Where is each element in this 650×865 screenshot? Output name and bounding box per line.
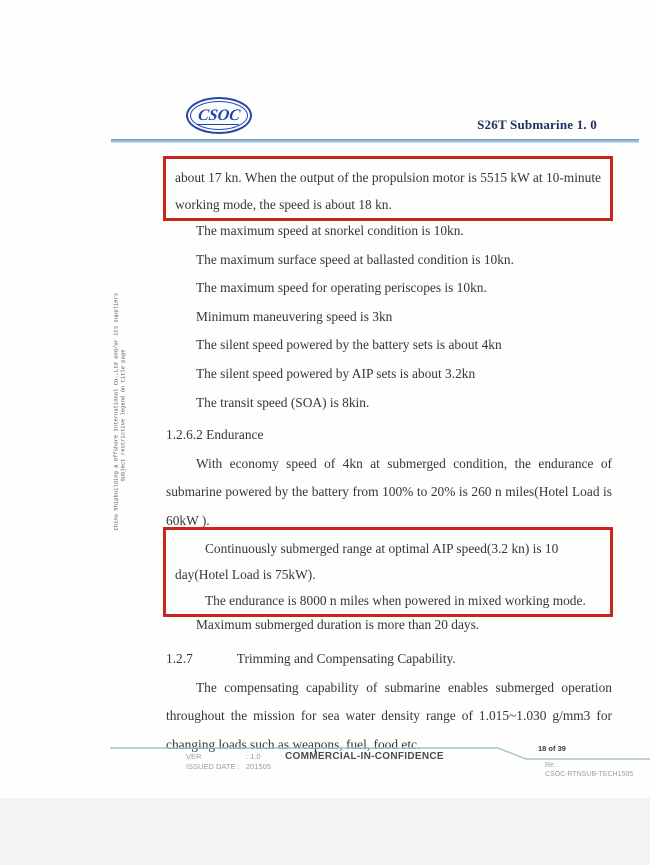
section-title: Trimming and Compensating Capability. [236,651,456,666]
highlight-box-1 [163,156,613,221]
highlight-box-2-line2: The endurance is 8000 n miles when powered in mixed working mode. [205,593,586,608]
version-block [186,752,271,771]
speed-spec-line: Minimum maneuvering speed is 3kn [196,308,393,324]
section-number: 1.2.7 [166,651,193,666]
speed-spec-line: The maximum speed at snorkel condition is 10kn. [196,223,464,238]
highlight-box-2-line1: Continuously submerged range at optimal AIP speed(3.2 kn) is 10 day(Hotel Load is 75kW). [175,541,559,582]
csoc-logo-text: CSOC [196,106,242,124]
header-divider-line [111,139,639,143]
highlight-box-2 [163,527,613,617]
sidebar-copyright [112,292,128,531]
speed-spec-line: The maximum speed for operating periscopes is 10kn. [196,280,487,296]
speed-spec-list [166,217,612,417]
highlight-box-1-text: about 17 kn. When the output of the propulsion motor is 5515 kW at 10-minute working mode, the speed is about 18 kn. [175,170,601,212]
ver-label: VER [186,752,202,761]
document-reference [545,762,633,779]
section-heading-endurance: 1.2.6.2 Endurance [166,427,264,442]
endurance-paragraph: With economy speed of 4kn at submerged condition, the endurance of submarine powered by the battery from 100% to 20% is 260 n miles(Hotel Load is 60kW ). [166,456,612,528]
classification-label: COMMERCIAL-IN-CONFIDENCE [285,751,444,762]
compensating-paragraph: The compensating capability of submarine enables submerged operation throughout the mission for sea water density range of 1.015~1.030 g/mm3 for changing loads such as weapons, fuel, food etc. [166,680,612,752]
csoc-logo [186,97,252,134]
speed-spec-line: The silent speed powered by AIP sets is about 3.2kn [196,365,476,381]
sidebar-legend-line: Subject restrictive legend on title page [119,349,127,482]
page-number: 18 of 39 [538,744,566,753]
document-title: S26T Submarine 1. 0 [477,117,597,132]
issued-date-label: ISSUED DATE : [186,762,240,771]
speed-spec-line: The silent speed powered by the battery sets is about 4kn [196,337,502,353]
max-duration-line: Maximum submerged duration is more than 20 days. [196,617,480,632]
speed-spec-line: The maximum surface speed at ballasted condition is 10kn. [196,251,514,267]
section-heading-trimming [166,650,612,667]
ver-value: : 1.0 [246,752,261,761]
scan-bottom-shade [0,798,650,865]
speed-spec-line: The transit speed (SOA) is 8kin. [196,394,370,410]
reference-code: CSOC-RTNSUB-TECH1505 [545,770,634,778]
reference-label: Re. [545,762,556,769]
issued-date-value: 201505 [246,762,272,771]
sidebar-company-line: China Shipbuilding & Offshore International Co.,Ltd and/or its suppliers [112,292,120,531]
